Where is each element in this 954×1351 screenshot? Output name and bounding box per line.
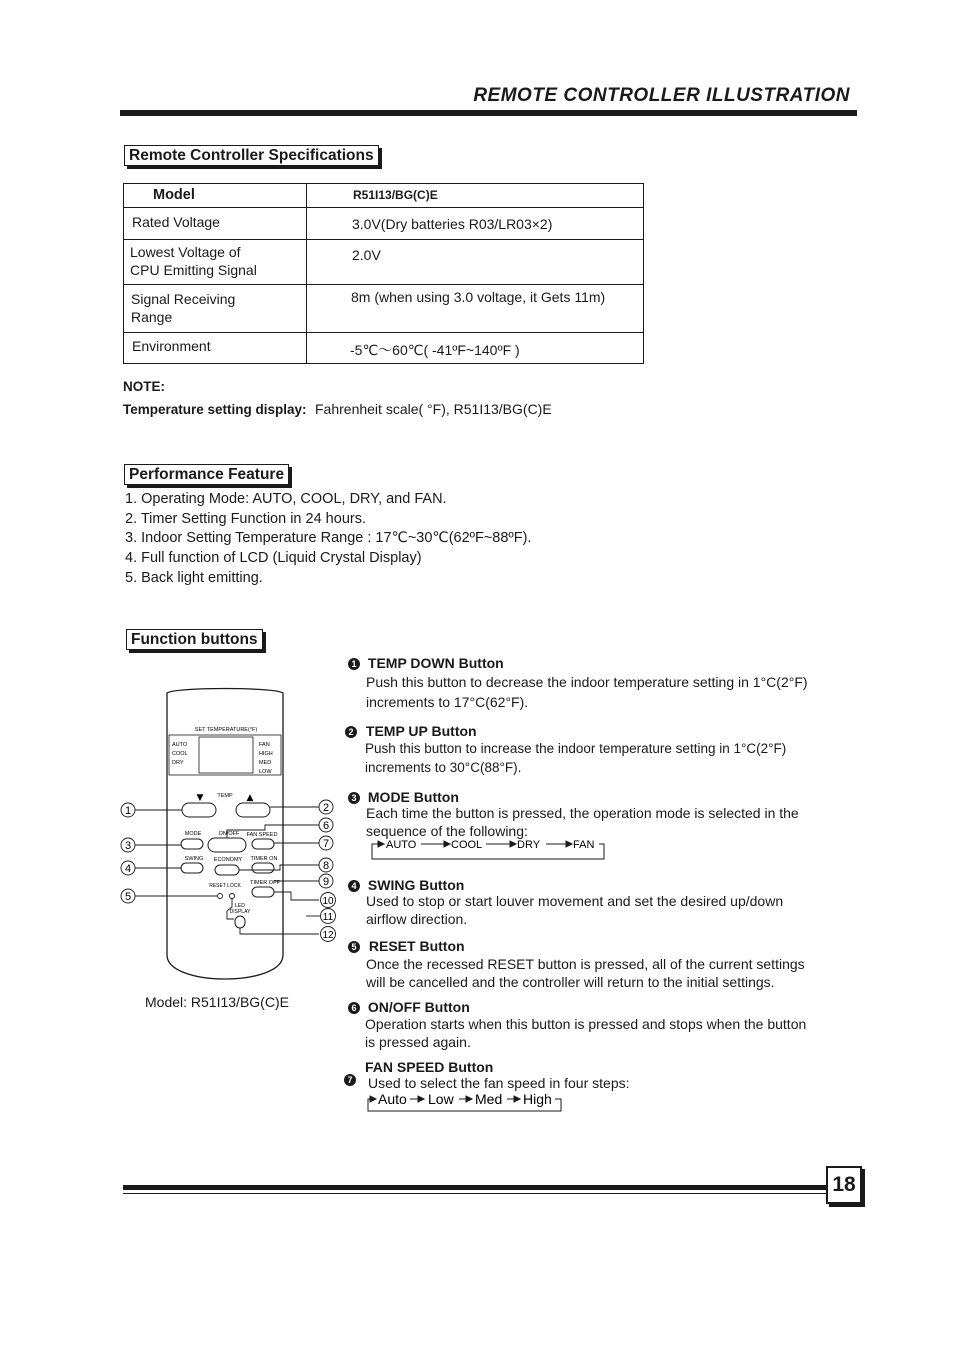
signal-range-label-line1: Signal Receiving	[131, 291, 236, 307]
timer-on-button[interactable]	[252, 863, 274, 873]
table-row	[124, 333, 644, 364]
callout-4: 4	[124, 863, 132, 875]
button-4-description: Used to stop or start louver movement and set the desired up/down airflow direction.	[366, 893, 784, 927]
list-item: 5. Back light emitting.	[125, 569, 263, 586]
callout-6: 6	[322, 820, 330, 832]
table-row	[124, 285, 644, 333]
table-row	[124, 184, 644, 208]
button-3-title: 3 MODE Button	[348, 789, 459, 806]
onoff-label: ON/OFF	[218, 831, 240, 837]
signal-range-label	[124, 285, 307, 333]
reset-lock-label: RESET LOCK	[209, 883, 241, 889]
button-3-description: Each time the button is pressed, the operation mode is selected in the sequence of the following:	[366, 805, 799, 839]
set-temperature-label: SET TEMPERATURE(°F)	[194, 727, 258, 733]
callout-10: 10	[322, 896, 334, 907]
lowest-voltage-label-line1: Lowest Voltage of	[130, 244, 241, 260]
note-text: Fahrenheit scale( °F), R51I13/BG(C)E	[315, 401, 552, 417]
lcd-high: HIGH	[259, 751, 273, 757]
signal-range-value: 8m (when using 3.0 voltage, it Gets 11m)	[307, 285, 644, 333]
button-1-title: 1 TEMP DOWN Button	[348, 655, 504, 672]
button-6-description: Operation starts when this button is pressed and stops when the button is pressed again.	[365, 1016, 807, 1050]
temp-label: TEMP	[217, 793, 233, 799]
button-1-description: Push this button to decrease the indoor temperature setting in 1°C(2°F) increments to 17°C(62°F).	[366, 674, 808, 710]
model-label: Model	[124, 184, 307, 208]
callout-12: 12	[322, 930, 334, 941]
callout-numbers	[121, 800, 336, 942]
rated-voltage-value: 3.0V(Dry batteries R03/LR03×2)	[307, 208, 644, 240]
bullet-1-icon: 1	[348, 658, 360, 670]
economy-label: ECONOMY	[213, 857, 243, 863]
bullet-7-icon: 7	[344, 1074, 356, 1086]
economy-button[interactable]	[215, 865, 239, 875]
performance-heading: Performance Feature	[124, 464, 289, 485]
temp-down-arrow-icon: ▼	[196, 793, 204, 803]
sequence-auto-speed: Auto	[378, 1091, 407, 1107]
environment-value: -5℃～60℃( -41ºF~140ºF )	[307, 333, 644, 364]
page-header-title: REMOTE CONTROLLER ILLUSTRATION	[473, 85, 850, 106]
model-caption: Model: R51I13/BG(C)E	[145, 994, 289, 1010]
led-display-button[interactable]	[235, 916, 245, 928]
sequence-cool: COOL	[451, 839, 483, 851]
lcd-fan: FAN	[259, 742, 270, 748]
bullet-6-icon: 6	[348, 1002, 360, 1014]
bullet-3-icon: 3	[348, 792, 360, 804]
lcd-mode-auto: AUTO	[172, 742, 188, 748]
fan-speed-label: FAN SPEED	[246, 832, 278, 838]
signal-range-label-line2: Range	[131, 308, 173, 325]
lowest-voltage-value: 2.0V	[307, 240, 644, 285]
button-7-title: FAN SPEED Button	[365, 1059, 494, 1075]
sequence-dry: DRY	[517, 839, 541, 851]
callout-1: 1	[124, 805, 132, 817]
lcd-low: LOW	[259, 769, 272, 775]
button-2-description: Push this button to increase the indoor temperature setting in 1°C(2°F) increments to 30°C(88°F).	[365, 741, 787, 775]
button-2-title: 2 TEMP UP Button	[345, 723, 477, 740]
sequence-low: Low	[428, 1091, 454, 1107]
callout-2: 2	[322, 802, 330, 814]
lcd-screen	[199, 737, 253, 773]
callout-11: 11	[322, 912, 334, 923]
callout-3: 3	[124, 840, 132, 852]
table-row	[124, 208, 644, 240]
button-5-description: Once the recessed RESET button is pressed, all of the current settings will be cancelled and the controller will return to the initial settings.	[366, 956, 805, 990]
callout-lines	[135, 807, 319, 934]
list-item: 1. Operating Mode: AUTO, COOL, DRY, and FAN.	[125, 491, 447, 507]
swing-label: SWING	[184, 856, 204, 862]
header-rule	[120, 110, 857, 116]
led-label: LED	[235, 903, 245, 909]
temp-up-button[interactable]	[236, 803, 270, 817]
swing-button[interactable]	[181, 863, 203, 873]
lcd-med: MED	[259, 760, 272, 766]
callout-9: 9	[322, 876, 330, 888]
list-item: 2. Timer Setting Function in 24 hours.	[125, 510, 366, 527]
model-value: R51I13/BG(C)E	[307, 184, 644, 208]
lcd-mode-cool: COOL	[172, 751, 188, 757]
bullet-5-icon: 5	[348, 941, 360, 953]
button-4-title: 4 SWING Button	[348, 877, 464, 894]
lowest-voltage-label-line2: CPU Emitting Signal	[130, 261, 257, 278]
environment-label: Environment	[124, 333, 307, 364]
temp-down-button[interactable]	[182, 803, 216, 817]
footer-rule	[123, 1185, 826, 1190]
rated-voltage-label: Rated Voltage	[124, 208, 307, 240]
note-heading: NOTE:	[123, 379, 165, 394]
timer-off-button[interactable]	[252, 887, 274, 897]
table-row	[124, 240, 644, 285]
sequence-high: High	[523, 1091, 552, 1107]
display-label: DISPLAY	[229, 909, 251, 915]
list-item: 4. Full function of LCD (Liquid Crystal Display)	[125, 550, 422, 567]
footer-rule-thin	[123, 1193, 826, 1194]
button-6-title: 6 ON/OFF Button	[348, 999, 470, 1016]
reset-button[interactable]	[218, 894, 223, 899]
mode-label: MODE	[184, 831, 202, 837]
specs-heading: Remote Controller Specifications	[124, 145, 379, 166]
list-item: 3. Indoor Setting Temperature Range : 17℃~30℃(62ºF~88ºF).	[125, 530, 532, 547]
button-5-title: 5 RESET Button	[348, 938, 465, 955]
onoff-button[interactable]	[208, 838, 246, 852]
lcd-mode-dry: DRY	[172, 760, 184, 766]
note-label: Temperature setting display:	[123, 402, 307, 417]
note-line	[123, 401, 552, 419]
fan-speed-sequence-diagram	[364, 1089, 569, 1115]
lowest-voltage-label	[124, 240, 307, 285]
sequence-med: Med	[475, 1091, 503, 1107]
timer-off-label: TIMER OFF	[250, 880, 280, 886]
bullet-2-icon: 2	[345, 726, 357, 738]
bullet-4-icon: 4	[348, 880, 360, 892]
sequence-auto: AUTO	[386, 839, 417, 851]
sequence-fan: FAN	[573, 839, 595, 851]
performance-list	[125, 490, 531, 589]
mode-button[interactable]	[181, 839, 203, 849]
specs-table	[123, 183, 644, 364]
callout-5: 5	[124, 891, 132, 903]
page-number: 18	[826, 1166, 862, 1204]
callout-7: 7	[322, 838, 330, 850]
temp-up-arrow-icon: ▲	[246, 793, 254, 803]
timer-on-label: TIMER ON	[250, 856, 278, 862]
remote-illustration	[115, 685, 345, 985]
lock-button[interactable]	[230, 894, 235, 899]
callout-8: 8	[322, 860, 330, 872]
fan-speed-button[interactable]	[252, 839, 274, 849]
button-7-description: Used to select the fan speed in four steps:	[368, 1075, 630, 1091]
function-buttons-heading: Function buttons	[126, 629, 263, 650]
mode-sequence-diagram	[370, 836, 610, 862]
